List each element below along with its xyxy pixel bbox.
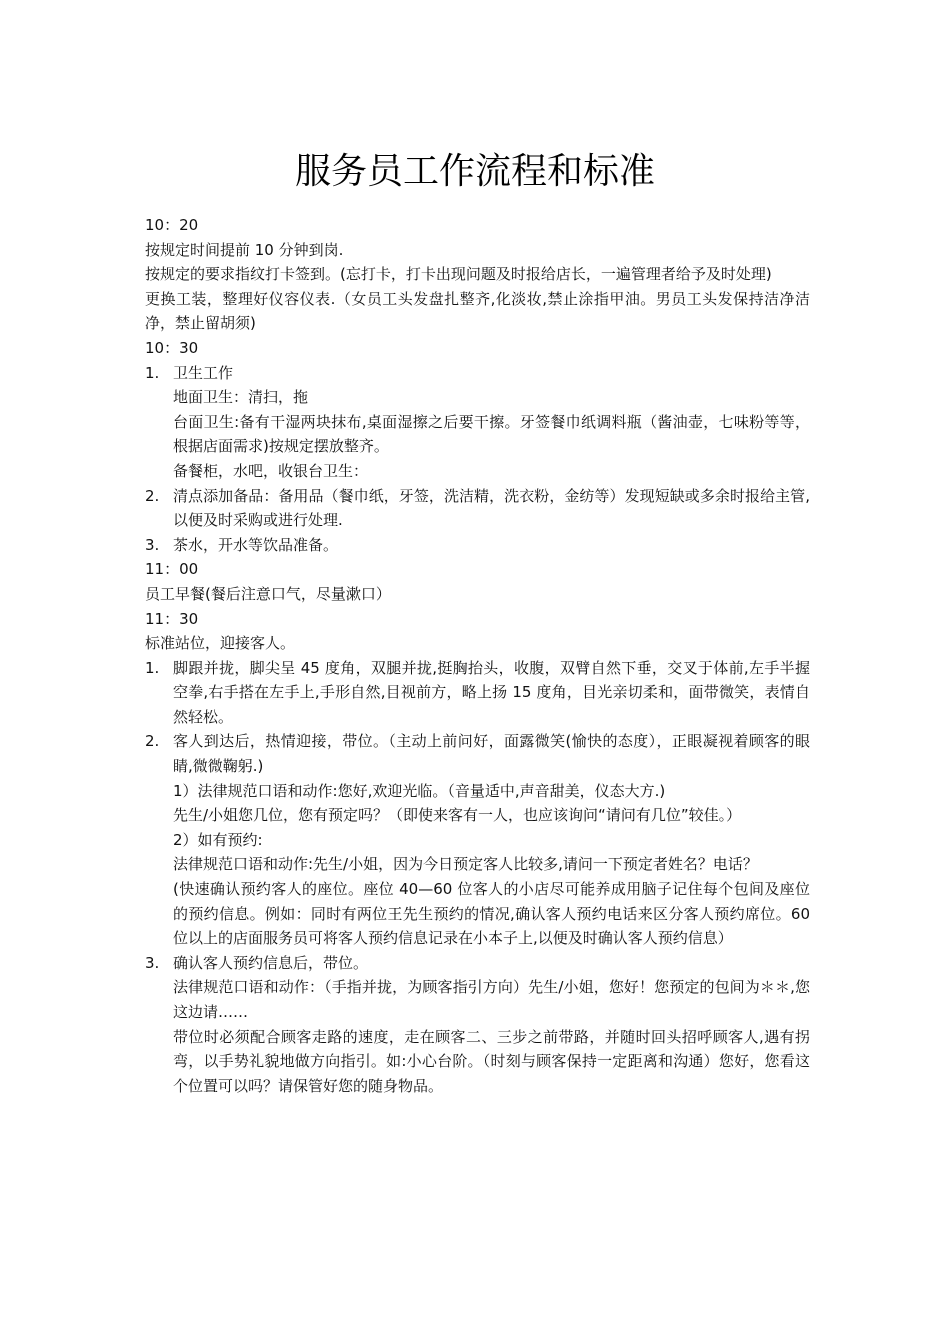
list-text: 确认客人预约信息后，带位。 <box>173 953 369 972</box>
time-heading: 10：30 <box>145 338 199 357</box>
list-number: 2. <box>145 732 160 751</box>
indented-text: 备餐柜，水吧，收银台卫生： <box>173 461 369 480</box>
indented-text: 1）法律规范口语和动作:您好,欢迎光临。（音量适中,声音甜美，仪态大方.) <box>173 781 666 800</box>
list-text: 卫生工作 <box>173 363 234 382</box>
indented-text: (快速确认预约客人的座位。座位 40—60 位客人的小店尽可能养成用脑子记住每个包间及座位的预约信息。例如：同时有两位王先生预约的情况,确认客人预约电话来区分客人预约席位。60 位以上的店面服务员可将客人预约信息记录在小本子上,以便及时确认客人预约信息） <box>173 880 810 948</box>
list-item <box>145 361 810 386</box>
list-number: 3. <box>145 953 160 972</box>
page-title: 服务员工作流程和标准 <box>294 151 655 192</box>
paragraph: 标准站位，迎接客人。 <box>145 634 296 653</box>
list-item <box>145 951 810 976</box>
indented-text: 先生/小姐您几位，您有预定吗？（即使来客有一人，也应该询问“请问有几位”较佳。） <box>173 806 742 825</box>
list-number: 2. <box>145 486 160 505</box>
list-item <box>145 533 810 558</box>
paragraph: 员工早餐(餐后注意口气，尽量漱口） <box>145 584 391 603</box>
document-body <box>145 213 810 1098</box>
list-number: 1. <box>145 658 160 677</box>
indented-text: 地面卫生：清扫，拖 <box>173 388 309 407</box>
list-text: 脚跟并拢，脚尖呈 45 度角，双腿并拢,挺胸抬头，收腹，双臂自然下垂，交叉于体前,左手半握空拳,右手搭在左手上,手形自然,目视前方，略上扬 15 度角，目光亲切柔和，面带微笑，表情自然轻松。 <box>173 658 810 726</box>
list-item <box>145 484 810 533</box>
list-item <box>145 656 810 730</box>
list-number: 1. <box>145 363 160 382</box>
paragraph: 按规定的要求指纹打卡签到。(忘打卡，打卡出现问题及时报给店长，一遍管理者给予及时处理) <box>145 265 772 284</box>
time-heading: 10：20 <box>145 216 199 234</box>
time-heading: 11：30 <box>145 609 199 628</box>
list-number: 3. <box>145 535 160 554</box>
indented-text: 台面卫生:备有干湿两块抹布,桌面湿擦之后要干擦。牙签餐巾纸调料瓶（酱油壶，七味粉等等，根据店面需求)按规定摆放整齐。 <box>173 412 810 456</box>
indented-text: 法律规范口语和动作:先生/小姐，因为今日预定客人比较多,请问一下预定者姓名？电话？ <box>173 855 758 874</box>
paragraph: 更换工装，整理好仪容仪表.（女员工头发盘扎整齐,化淡妆,禁止涂指甲油。男员工头发保持洁净洁净，禁止留胡须) <box>145 289 810 333</box>
paragraph: 按规定时间提前 10 分钟到岗. <box>145 240 344 259</box>
list-text: 客人到达后，热情迎接，带位。（主动上前问好，面露微笑(愉快的态度），正眼凝视着顾客的眼睛,微微鞠躬.) <box>173 732 810 776</box>
list-text: 清点添加备品：备用品（餐巾纸，牙签，洗洁精，洗衣粉，金纺等）发现短缺或多余时报给主管,以便及时采购或进行处理. <box>173 486 810 530</box>
indented-text: 2）如有预约: <box>173 830 263 849</box>
list-text: 茶水，开水等饮品准备。 <box>173 535 339 554</box>
list-item <box>145 729 810 778</box>
indented-text: 带位时必须配合顾客走路的速度，走在顾客二、三步之前带路，并随时回头招呼顾客人,遇有拐弯，以手势礼貌地做方向指引。如:小心台阶。（时刻与顾客保持一定距离和沟通）您好，您看这个位置可以吗？请保管好您的随身物品。 <box>173 1027 810 1095</box>
indented-text: 法律规范口语和动作：（手指并拢，为顾客指引方向）先生/小姐，您好！您预定的包间为＊＊,您这边请…… <box>173 978 810 1021</box>
time-heading: 11：00 <box>145 560 199 579</box>
